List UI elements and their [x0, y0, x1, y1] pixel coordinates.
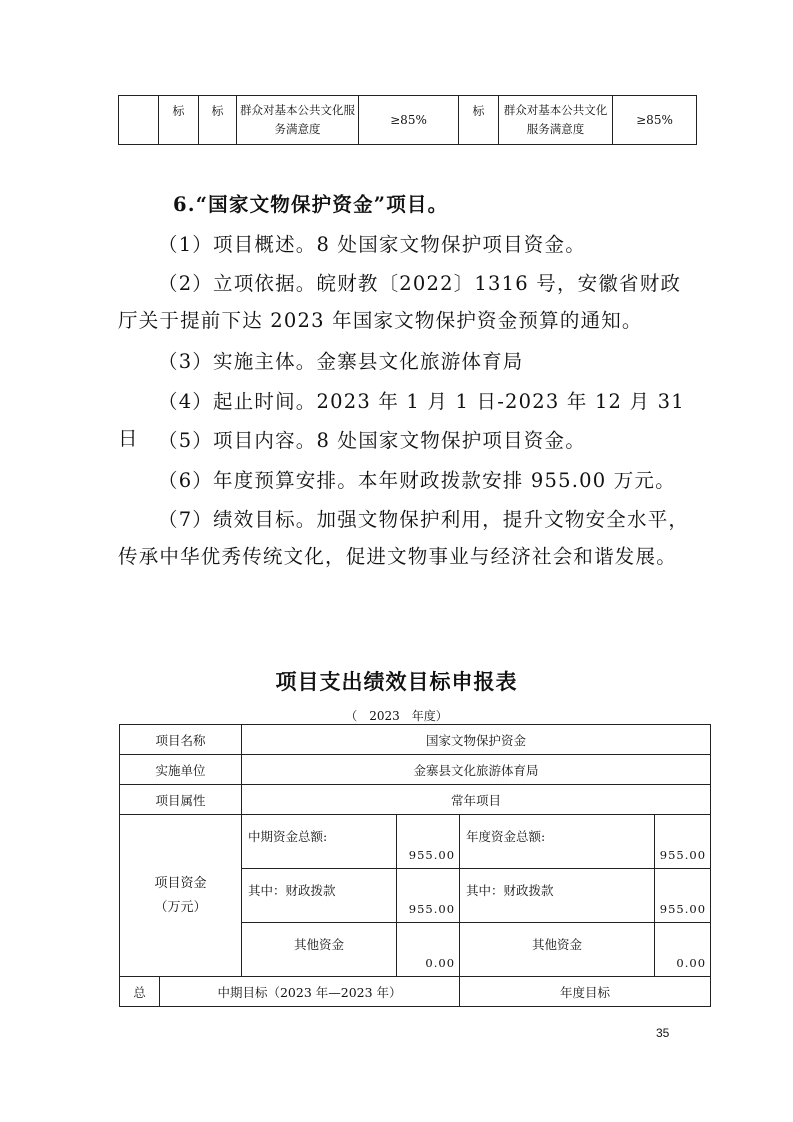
- annual-goal-label: 年度目标: [460, 977, 711, 1007]
- funds-unit-line: （万元）: [154, 899, 207, 915]
- paragraph: （1）项目概述。8 处国家文物保护项目资金。: [158, 233, 586, 256]
- table-cell: 群众对基本公共文化服务满意度: [499, 96, 613, 145]
- annual-other-value: 0.00: [655, 923, 711, 977]
- table-cell: 标: [199, 96, 237, 145]
- table-row: [120, 755, 711, 785]
- paragraph: （5）项目内容。8 处国家文物保护项目资金。: [158, 429, 586, 452]
- mid-other-label: 其他资金: [242, 923, 397, 977]
- table-cell: [119, 96, 159, 145]
- table-row: [119, 96, 697, 145]
- table-cell: ≥85%: [613, 96, 697, 145]
- paragraph: （6）年度预算安排。本年财政拨款安排 955.00 万元。: [158, 469, 676, 492]
- annual-fiscal-value: 955.00: [655, 869, 711, 923]
- indicator-table-continuation: [118, 95, 697, 145]
- performance-target-form: [119, 724, 711, 1007]
- unit-label: 实施单位: [120, 755, 242, 785]
- table-row: [120, 815, 711, 869]
- table-cell: ≥85%: [359, 96, 459, 145]
- unit-value: 金寨县文化旅游体育局: [242, 755, 711, 785]
- form-year: （ 2023 年度）: [345, 709, 448, 723]
- annual-total-label: 年度资金总额:: [460, 815, 655, 869]
- project-name-label: 项目名称: [120, 725, 242, 755]
- page-number: 35: [656, 1026, 670, 1040]
- mid-fiscal-label: 其中：财政拨款: [242, 869, 397, 923]
- paragraph: （2）立项依据。皖财教〔2022〕1316 号，安徽省财政厅关于提前下达 2023 年国家文物保护资金预算的通知。: [118, 272, 682, 332]
- table-cell: 标: [459, 96, 499, 145]
- paragraph: （7）绩效目标。加强文物保护利用，提升文物安全水平，传承中华优秀传统文化，促进文物事业与经济社会和谐发展。: [118, 508, 690, 568]
- form-title: 项目支出绩效目标申报表: [275, 670, 518, 694]
- table-cell: 群众对基本公共文化服务满意度: [237, 96, 359, 145]
- paragraph: （4）起止时间。2023 年 1 月 1 日-2023 年 12 月 31 日: [118, 390, 685, 450]
- annual-total-value: 955.00: [655, 815, 711, 869]
- mid-goal-label: 中期目标（2023 年—2023 年）: [160, 977, 460, 1007]
- funds-label-line: 项目资金: [154, 875, 207, 891]
- table-row: [120, 725, 711, 755]
- paragraph: （3）实施主体。金寨县文化旅游体育局: [158, 350, 524, 373]
- mid-total-value: 955.00: [397, 815, 460, 869]
- table-row: [120, 977, 711, 1007]
- funds-label: [120, 815, 242, 977]
- attribute-value: 常年项目: [242, 785, 711, 815]
- table-row: [120, 785, 711, 815]
- project-name-value: 国家文物保护资金: [242, 725, 711, 755]
- mid-fiscal-value: 955.00: [397, 869, 460, 923]
- table-cell: 标: [159, 96, 199, 145]
- goal-side-label: 总: [120, 977, 160, 1007]
- annual-other-label: 其他资金: [460, 923, 655, 977]
- section-heading: 6.“国家文物保护资金”项目。: [173, 193, 449, 216]
- attribute-label: 项目属性: [120, 785, 242, 815]
- mid-other-value: 0.00: [397, 923, 460, 977]
- annual-fiscal-label: 其中：财政拨款: [460, 869, 655, 923]
- mid-total-label: 中期资金总额:: [242, 815, 397, 869]
